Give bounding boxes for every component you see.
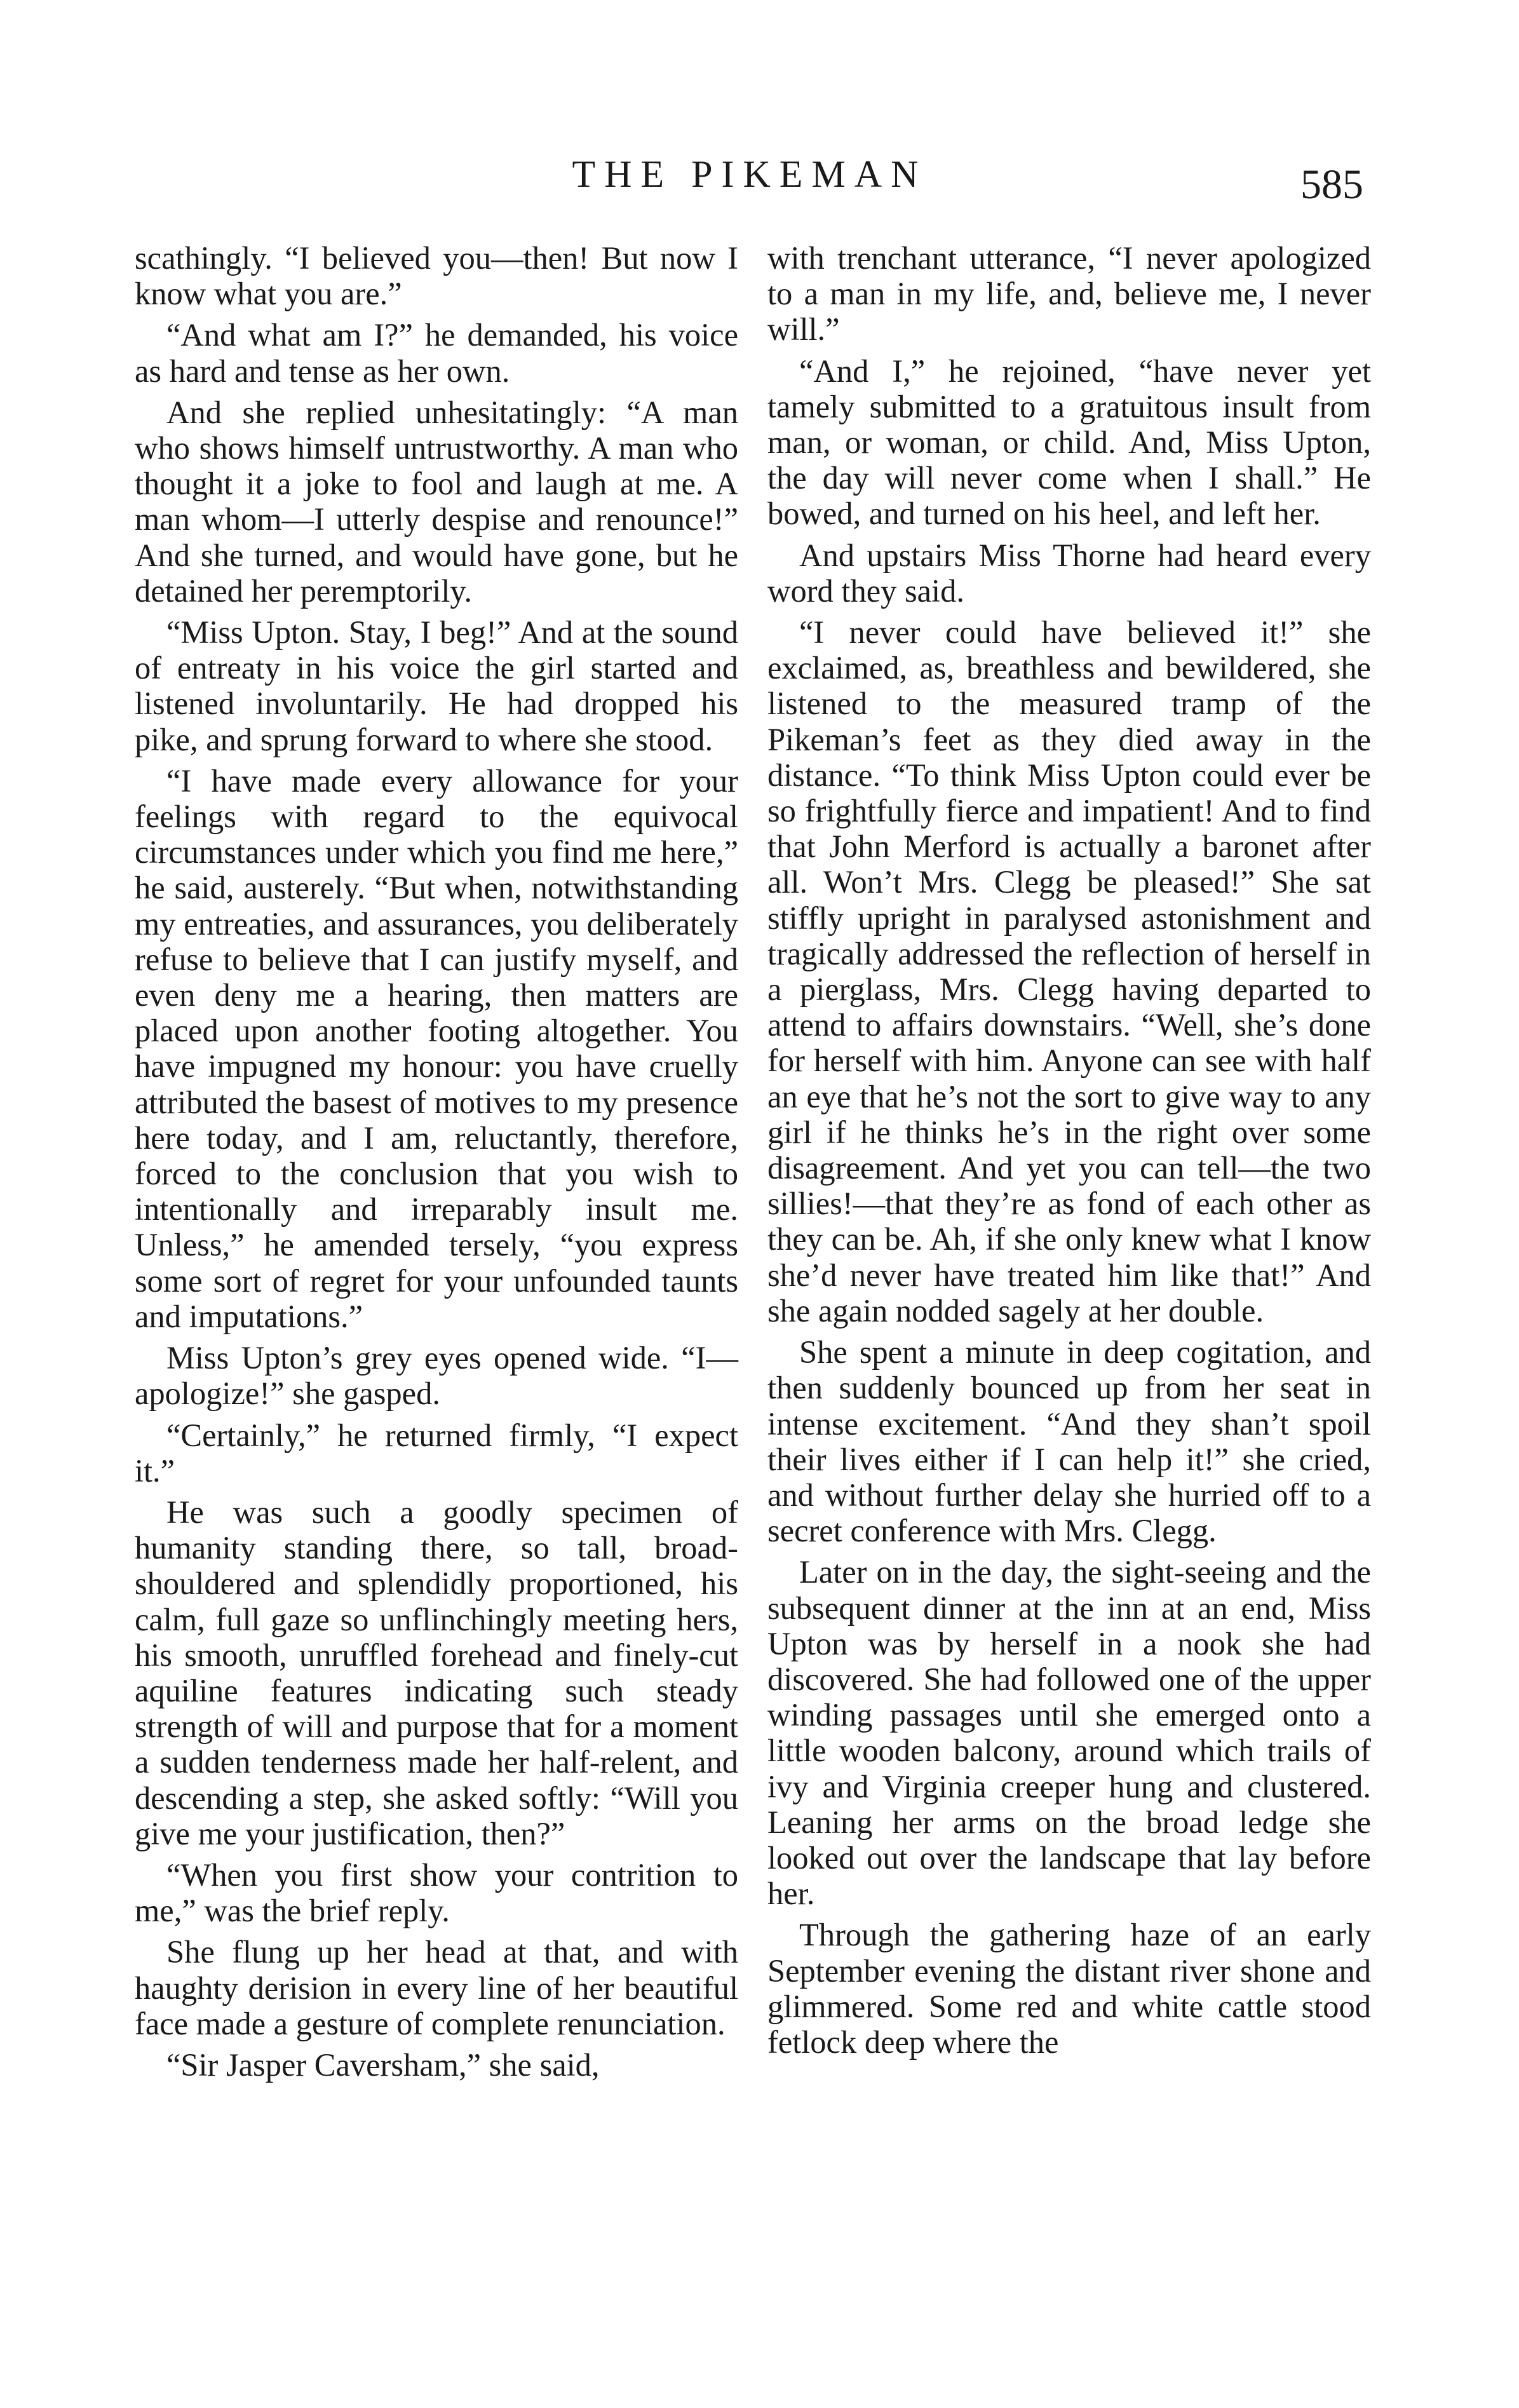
- paragraph: “And what am I?” he demanded, his voice as hard and tense as her own.: [135, 317, 738, 389]
- paragraph: Miss Upton’s grey eyes opened wide. “I—apologize!” she gasped.: [135, 1340, 738, 1412]
- right-column: [767, 240, 1371, 2060]
- paragraph: “And I,” he rejoined, “have never yet tamely submitted to a gratuitous insult from man, or woman, or child. And, Miss Upton, the day will never come when I shall.” He bowed, and turned on his heel, and left her.: [767, 353, 1371, 532]
- paragraph: “I have made every allowance for your feelings with regard to the equivocal circumstances under which you find me here,” he said, austerely. “But when, notwithstanding my entreaties, and assurances, you deliberately refuse to believe that I can justify myself, and even deny me a hearing, then matters are placed upon another footing altogether. You have impugned my honour: you have cruelly attributed the basest of motives to my presence here today, and I am, reluctantly, therefore, forced to the conclusion that you wish to intentionally and irreparably insult me. Unless,” he amended tersely, “you express some sort of regret for your unfounded taunts and imputations.”: [135, 762, 738, 1334]
- paragraph: scathingly. “I believed you—then! But now I know what you are.”: [135, 240, 738, 312]
- paragraph: And she replied unhesitatingly: “A man who shows himself untrustworthy. A man who thought it a joke to fool and laugh at me. A man whom—I utterly despise and renounce!” And she turned, and would have gone, but he detained her peremptorily.: [135, 394, 738, 609]
- paragraph: “I never could have believed it!” she exclaimed, as, breathless and bewildered, she listened to the measured tramp of the Pikeman’s feet as they died away in the distance. “To think Miss Upton could ever be so frightfully fierce and impatient! And to find that John Merford is actually a baronet after all. Won’t Mrs. Clegg be pleased!” She sat stiffly upright in paralysed astonishment and tragically addressed the reflection of herself in a pierglass, Mrs. Clegg having departed to attend to affairs downstairs. “Well, she’s done for herself with him. Anyone can see with half an eye that he’s not the sort to give way to any girl if he thinks he’s in the right over some disagreement. And yet you can tell—the two sillies!—that they’re as fond of each other as they can be. Ah, if she only knew what I know she’d never have treated him like that!” And she again nodded sagely at her double.: [767, 614, 1371, 1329]
- left-column: [135, 240, 738, 2083]
- running-title: THE PIKEMAN: [572, 153, 928, 195]
- paragraph: “When you first show your contrition to me,” was the brief reply.: [135, 1857, 738, 1929]
- paragraph: He was such a goodly specimen of humanity standing there, so tall, broad-shouldered and splendidly proportioned, his calm, full gaze so unflinchingly meeting hers, his smooth, unruffled forehead and finely-cut aquiline features indicating such steady strength of will and purpose that for a moment a sudden tenderness made her half-relent, and descending a step, she asked softly: “Will you give me your justification, then?”: [135, 1494, 738, 1851]
- paragraph: Through the gathering haze of an early September evening the distant river shone and glimmered. Some red and white cattle stood fetlock deep where the: [767, 1917, 1371, 2060]
- paragraph: with trenchant utterance, “I never apologized to a man in my life, and, believe me, I never will.”: [767, 240, 1371, 348]
- paragraph: “Miss Upton. Stay, I beg!” And at the sound of entreaty in his voice the girl started and listened involuntarily. He had dropped his pike, and sprung forward to where she stood.: [135, 614, 738, 757]
- paragraph: “Certainly,” he returned firmly, “I expect it.”: [135, 1417, 738, 1489]
- page-number: 585: [1300, 161, 1363, 208]
- paragraph: And upstairs Miss Thorne had heard every word they said.: [767, 537, 1371, 609]
- paragraph: “Sir Jasper Caversham,” she said,: [166, 2046, 600, 2083]
- paragraph: She flung up her head at that, and with haughty derision in every line of her beautiful face made a gesture of complete renunciation.: [135, 1934, 738, 2041]
- paragraph: Later on in the day, the sight-seeing and the subsequent dinner at the inn at an end, Miss Upton was by herself in a nook she had discovered. She had followed one of the upper winding passages until she emerged onto a little wooden balcony, around which trails of ivy and Virginia creeper hung and clustered. Leaning her arms on the broad ledge she looked out over the landscape that lay before her.: [767, 1554, 1371, 1912]
- paragraph: She spent a minute in deep cogitation, and then suddenly bounced up from her seat in intense excitement. “And they shan’t spoil their lives either if I can help it!” she cried, and without further delay she hurried off to a secret conference with Mrs. Clegg.: [767, 1334, 1371, 1549]
